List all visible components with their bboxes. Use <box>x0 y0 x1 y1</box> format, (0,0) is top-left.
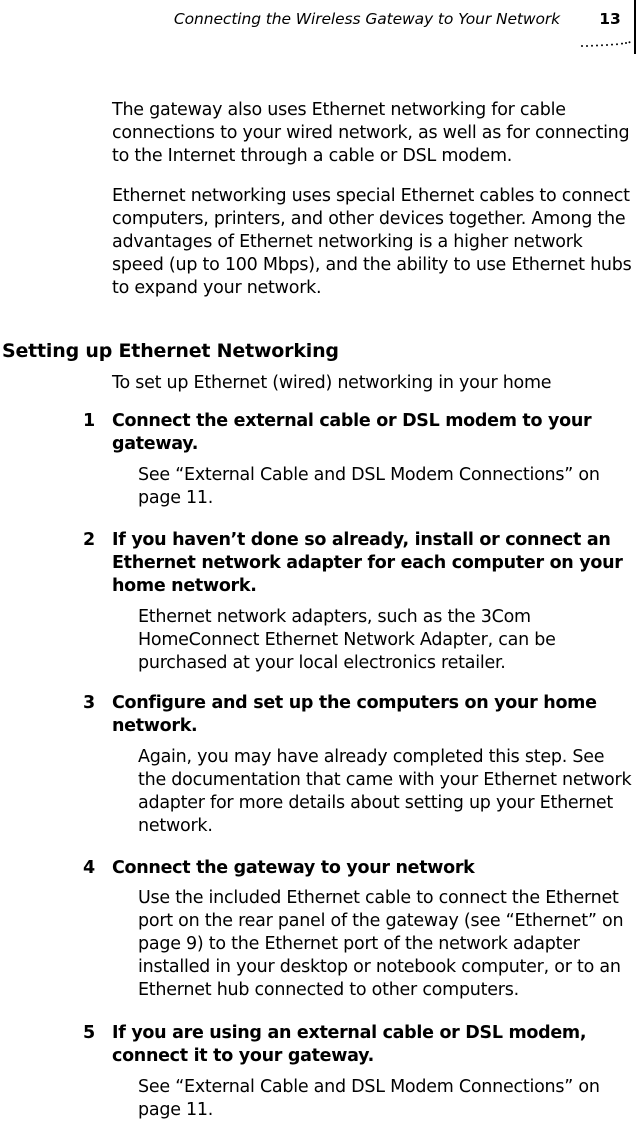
step-body: Ethernet network adapters, such as the 3Com HomeConnect Ethernet Network Adapter, can be purchased at your local electronics retailer. <box>138 607 556 673</box>
page-corner-rule <box>634 0 636 54</box>
running-header-title: Connecting the Wireless Gateway to Your Network <box>173 10 560 28</box>
step-body: Use the included Ethernet cable to connect the Ethernet port on the rear panel of the gateway (see “Ethernet” on page 9) to the Ethernet port of the network adapter installed in your desktop or notebook computer, or to an Ethernet hub connected to other computers. <box>138 888 624 1000</box>
step-title: Configure and set up the computers on your home network. <box>112 693 597 736</box>
step-body: See “External Cable and DSL Modem Connections” on page 11. <box>138 465 600 508</box>
step-title: If you haven’t done so already, install or connect an Ethernet network adapter for each computer on your home network. <box>112 530 623 596</box>
intro-paragraph-1: The gateway also uses Ethernet networking for cable connections to your wired network, as well as for connecting to the Internet through a cable or DSL modem. <box>112 100 630 166</box>
step-body: See “External Cable and DSL Modem Connections” on page 11. <box>138 1077 600 1120</box>
step-title: Connect the gateway to your network <box>112 858 475 878</box>
step-number: 2 <box>83 530 96 550</box>
step-number: 5 <box>83 1023 96 1043</box>
page-number: 13 <box>599 10 621 28</box>
page-corner-dots <box>580 40 632 48</box>
step-number: 1 <box>83 411 96 431</box>
intro-paragraph-2: Ethernet networking uses special Ethernet cables to connect computers, printers, and other devices together. Among the advantages of Ethernet networking is a higher network speed (up to 100 Mbps), and the ability to use Ethernet hubs to expand your network. <box>112 186 632 298</box>
step-number: 4 <box>83 858 96 878</box>
section-intro: To set up Ethernet (wired) networking in your home <box>112 373 552 393</box>
step-body: Again, you may have already completed this step. See the documentation that came with your Ethernet network adapter for more details about setting up your Ethernet network. <box>138 747 632 836</box>
step-number: 3 <box>83 693 96 713</box>
step-title: Connect the external cable or DSL modem to your gateway. <box>112 411 592 454</box>
section-heading: Setting up Ethernet Networking <box>2 340 339 362</box>
step-title: If you are using an external cable or DSL modem, connect it to your gateway. <box>112 1023 587 1066</box>
